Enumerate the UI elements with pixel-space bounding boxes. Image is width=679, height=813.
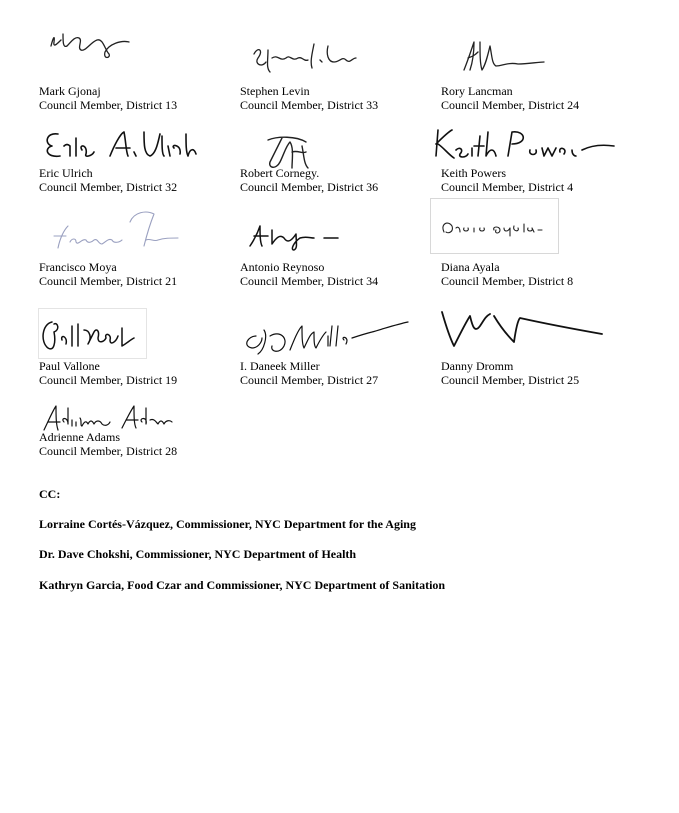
signatory-name: Paul Vallone — [39, 359, 100, 373]
signatory-title: Council Member, District 28 — [39, 444, 178, 458]
signature-diana-ayala — [430, 198, 560, 254]
signature-danny-dromm — [438, 306, 606, 352]
signatory-name: Francisco Moya — [39, 260, 117, 274]
signature-paul-vallone — [38, 308, 148, 360]
signatory-title: Council Member, District 33 — [240, 98, 379, 112]
signature-stephen-levin — [248, 40, 360, 76]
signature-eric-ulrich — [40, 126, 198, 162]
signatory-name: Mark Gjonaj — [39, 84, 101, 98]
signatory-title: Council Member, District 8 — [441, 274, 574, 288]
signatory-title: Council Member, District 34 — [240, 274, 379, 288]
signatory-name: Rory Lancman — [441, 84, 513, 98]
signatory-name: Antonio Reynoso — [240, 260, 325, 274]
signature-adrienne-adams — [38, 400, 174, 434]
signature-francisco-moya — [50, 208, 182, 256]
signatory-name: I. Daneek Miller — [240, 359, 320, 373]
signatory-name: Adrienne Adams — [39, 430, 120, 444]
signatory-title: Council Member, District 25 — [441, 373, 580, 387]
signatory-name: Eric Ulrich — [39, 166, 93, 180]
signature-daneek-miller — [240, 316, 412, 360]
cc-label: CC: — [39, 487, 61, 501]
signatory-title: Council Member, District 19 — [39, 373, 178, 387]
signatory-title: Council Member, District 13 — [39, 98, 178, 112]
signatory-title: Council Member, District 4 — [441, 180, 574, 194]
signatory-title: Council Member, District 24 — [441, 98, 580, 112]
signatory-name: Robert Cornegy. — [240, 166, 320, 180]
cc-recipient: Lorraine Cortés-Vázquez, Commissioner, NYC Department for the Aging — [39, 517, 416, 531]
signatory-title: Council Member, District 32 — [39, 180, 178, 194]
cc-recipient: Dr. Dave Chokshi, Commissioner, NYC Department of Health — [39, 547, 357, 561]
signature-mark-gjonaj — [45, 28, 135, 64]
signature-antonio-reynoso — [244, 220, 342, 252]
signatory-name: Keith Powers — [441, 166, 506, 180]
signature-keith-powers — [432, 126, 616, 164]
signatory-name: Danny Dromm — [441, 359, 514, 373]
signatory-name: Diana Ayala — [441, 260, 500, 274]
signatory-title: Council Member, District 21 — [39, 274, 178, 288]
cc-recipient: Kathryn Garcia, Food Czar and Commissioner, NYC Department of Sanitation — [39, 578, 446, 592]
signatory-name: Stephen Levin — [240, 84, 310, 98]
signatory-title: Council Member, District 27 — [240, 373, 379, 387]
signature-rory-lancman — [458, 36, 548, 74]
signatory-title: Council Member, District 36 — [240, 180, 379, 194]
